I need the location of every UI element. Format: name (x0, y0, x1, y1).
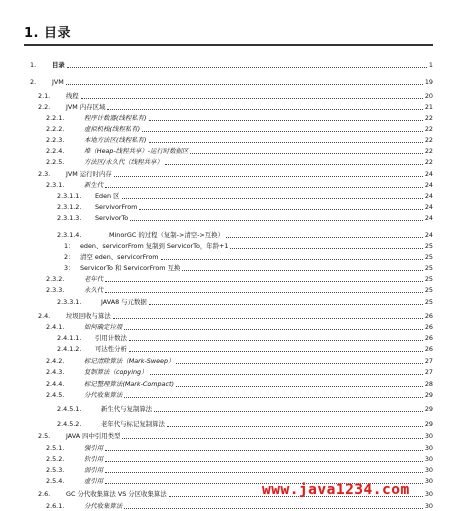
toc-entry-number: 2.4.5.2. (57, 420, 82, 428)
toc-entry-title: 永久代 (84, 286, 104, 294)
toc-entry-page: 30 (424, 490, 433, 498)
toc-entry-page: 29 (424, 405, 433, 413)
toc-entry-number: 2.3.3.1. (57, 298, 82, 306)
toc-entry-page: 22 (424, 114, 433, 122)
toc-entry-title: 复制算法（copying） (84, 368, 148, 376)
toc-entry-page: 30 (424, 432, 433, 440)
toc-dot-leader (105, 291, 423, 293)
toc-entry-number: 2.2.1. (46, 114, 65, 122)
toc-entry[interactable] (38, 431, 433, 441)
toc-dot-leader (154, 410, 423, 412)
toc-entry[interactable] (46, 501, 433, 511)
toc-entry-page: 30 (424, 455, 433, 463)
toc-entry[interactable] (57, 191, 433, 201)
toc-entry[interactable] (57, 202, 433, 212)
toc-entry-number: 2.4.1.2. (57, 345, 82, 353)
toc-dot-leader (66, 83, 423, 85)
watermark: www.java1234.com (262, 482, 410, 498)
toc-entry-number: 1： (64, 242, 75, 250)
toc-entry-number: 2.5.1. (46, 444, 65, 452)
toc-entry-title: ServivorTo (95, 214, 129, 222)
toc-dot-leader (113, 317, 423, 319)
toc-dot-leader (142, 130, 423, 132)
toc-entry[interactable] (57, 297, 433, 307)
toc-entry[interactable] (38, 102, 433, 112)
toc-entry-number: 2.3.1.3. (57, 214, 82, 222)
toc-entry-page: 24 (424, 231, 433, 239)
toc-entry-page: 27 (424, 368, 433, 376)
toc-entry[interactable] (46, 379, 433, 389)
toc-entry-title: 新生代与复制算法 (101, 405, 153, 413)
toc-entry-title: 堆（Heap-线程共享）-运行时数据区 (84, 147, 189, 155)
toc-entry-number: 2.4.1.1. (57, 334, 82, 342)
toc-entry-page: 30 (424, 502, 433, 510)
toc-dot-leader (176, 385, 423, 387)
toc-entry-page: 25 (424, 298, 433, 306)
toc-entry-title: 软引用 (84, 455, 104, 463)
toc-entry-page: 24 (424, 192, 433, 200)
toc-entry[interactable] (46, 322, 433, 332)
toc-entry-title: 程序计数器(线程私有) (84, 114, 147, 122)
toc-entry-number: 2.5.2. (46, 455, 65, 463)
toc-entry-title: ServicorTo 和 ServicorFrom 互换 (80, 264, 181, 272)
toc-entry-title: eden、servicorFrom 复制到 ServicorTo，年龄+1 (80, 242, 229, 250)
toc-entry-number: 2.4.4. (46, 380, 65, 388)
toc-entry-number: 3： (64, 264, 75, 272)
toc-entry-number: 2.5.3. (46, 466, 65, 474)
toc-dot-leader (149, 303, 423, 305)
toc-dot-leader (105, 471, 423, 473)
toc-entry-number: 2.5.4. (46, 477, 65, 485)
toc-dot-leader (150, 373, 423, 375)
toc-entry-title: Eden 区 (95, 192, 120, 200)
toc-dot-leader (122, 197, 423, 199)
toc-entry-page: 26 (424, 334, 433, 342)
toc-entry[interactable] (64, 252, 433, 262)
toc-entry[interactable] (46, 124, 433, 134)
toc-entry-number: 2.1. (38, 92, 51, 100)
toc-entry-page: 1 (428, 61, 433, 69)
toc-dot-leader (105, 186, 423, 188)
toc-entry-page: 22 (424, 147, 433, 155)
toc-entry-title: 方法区/永久代（线程共享） (84, 158, 163, 166)
toc-entry-number: 2. (30, 78, 37, 86)
toc-entry-number: 2.4.3. (46, 368, 65, 376)
toc-dot-leader (107, 108, 422, 110)
toc-entry-title: 新生代 (84, 181, 104, 189)
toc-entry-number: 2.3.1.1. (57, 192, 82, 200)
toc-dot-leader (105, 449, 423, 451)
toc-entry-page: 25 (424, 242, 433, 250)
toc-entry-number: 1. (30, 61, 37, 69)
toc-dot-leader (122, 437, 422, 439)
toc-entry-number: 2.3.2. (46, 275, 65, 283)
toc-entry[interactable] (46, 443, 433, 453)
toc-entry-page: 26 (424, 345, 433, 353)
toc-entry-title: 老年代与标记复制算法 (101, 420, 165, 428)
toc-entry-page: 20 (424, 92, 433, 100)
toc-entry[interactable] (38, 311, 433, 321)
toc-entry[interactable] (46, 285, 433, 295)
toc-entry-number: 2： (64, 253, 75, 261)
toc-entry[interactable] (30, 60, 433, 70)
toc-entry-page: 25 (424, 286, 433, 294)
toc-entry-page: 30 (424, 444, 433, 452)
toc-entry-page: 29 (424, 420, 433, 428)
toc-dot-leader (165, 163, 423, 165)
toc-dot-leader (124, 507, 423, 509)
toc-entry[interactable] (46, 356, 433, 366)
toc-entry-number: 2.4. (38, 312, 51, 320)
toc-dot-leader (114, 175, 423, 177)
toc-entry-number: 2.4.2. (46, 357, 65, 365)
toc-entry-title: 虚拟机栈(线程私有) (84, 125, 141, 133)
toc-entry-page: 22 (424, 158, 433, 166)
toc-entry[interactable] (57, 213, 433, 223)
toc-entry-title: ServivorFrom (95, 203, 138, 211)
toc-entry-number: 2.3.1.2. (57, 203, 82, 211)
toc-entry-title: 引用计数法 (95, 334, 127, 342)
toc-entry-number: 2.6. (38, 490, 51, 498)
toc-dot-leader (130, 219, 423, 221)
toc-entry-number: 2.2.3. (46, 136, 65, 144)
toc-entry-page: 25 (424, 253, 433, 261)
toc-entry-number: 2.4.5.1. (57, 405, 82, 413)
toc-entry-title: 可达性分析 (95, 345, 127, 353)
toc-entry[interactable] (57, 404, 433, 414)
toc-entry-page: 22 (424, 136, 433, 144)
toc-entry[interactable] (46, 113, 433, 123)
toc-entry-page: 24 (424, 203, 433, 211)
toc-entry-page: 30 (424, 466, 433, 474)
toc-dot-leader (149, 119, 423, 121)
toc-entry[interactable] (64, 263, 433, 273)
toc-dot-leader (161, 258, 423, 260)
toc-entry[interactable] (38, 169, 433, 179)
toc-entry-title: 老年代 (84, 275, 104, 283)
toc-entry-page: 24 (424, 181, 433, 189)
toc-entry[interactable] (46, 180, 433, 190)
toc-entry-page: 22 (424, 125, 433, 133)
toc-dot-leader (190, 152, 422, 154)
toc-entry-number: 2.2.4. (46, 147, 65, 155)
toc-dot-leader (182, 269, 423, 271)
toc-entry-title: 分代收集算法 (84, 502, 123, 510)
toc-dot-leader (139, 208, 423, 210)
toc-entry[interactable] (57, 419, 433, 429)
toc-entry-page: 27 (424, 357, 433, 365)
toc-entry[interactable] (57, 230, 433, 240)
toc-entry-page: 21 (424, 103, 433, 111)
toc-entry-number: 2.2.2. (46, 125, 65, 133)
toc-entry-title: 目录 (52, 61, 65, 69)
toc-entry-number: 2.3. (38, 170, 51, 178)
toc-dot-leader (149, 141, 423, 143)
toc-entry-page: 29 (424, 391, 433, 399)
toc-entry[interactable] (57, 344, 433, 354)
toc-entry-title: GC 分代收集算法 VS 分区收集算法 (66, 490, 167, 498)
toc-entry-title: 标记整理算法(Mark-Compact) (84, 380, 174, 388)
toc-entry-title: 分代收集算法 (84, 391, 123, 399)
toc-entry[interactable] (46, 390, 433, 400)
toc-entry-title: JAVA8 与元数据 (101, 298, 147, 306)
toc-entry-number: 2.3.3. (46, 286, 65, 294)
toc-entry-title: 垃圾回收与算法 (66, 312, 111, 320)
toc-dot-leader (124, 328, 423, 330)
toc-entry[interactable] (38, 91, 433, 101)
toc-entry-page: 19 (424, 78, 433, 86)
toc-entry-title: 弱引用 (84, 466, 104, 474)
toc-entry-number: 2.4.1. (46, 323, 65, 331)
toc-dot-leader (129, 339, 423, 341)
toc-dot-leader (230, 247, 422, 249)
toc-entry-number: 2.5. (38, 432, 51, 440)
toc-dot-leader (124, 396, 423, 398)
toc-entry-title: JVM 内存区域 (66, 103, 106, 111)
toc-entry-title: MinorGC 的过程（复制->清空->互换） (109, 231, 224, 239)
toc-entry[interactable] (46, 454, 433, 464)
toc-entry-title: 虚引用 (84, 477, 104, 485)
toc-entry-page: 26 (424, 323, 433, 331)
toc-dot-leader (67, 66, 427, 68)
toc-entry-page: 25 (424, 264, 433, 272)
toc-entry-title: 如何确定垃圾 (84, 323, 123, 331)
toc-entry-number: 2.3.1. (46, 181, 65, 189)
toc-entry[interactable] (46, 274, 433, 284)
toc-entry-title: 线程 (66, 92, 79, 100)
toc-entry[interactable] (30, 77, 433, 87)
toc-heading: 1. 目录 (24, 22, 433, 46)
toc-entry-title: 强引用 (84, 444, 104, 452)
toc-entry[interactable] (46, 135, 433, 145)
toc-dot-leader (129, 350, 423, 352)
toc-entry-title: 本地方法区(线程私有) (84, 136, 147, 144)
toc-entry-number: 2.2. (38, 103, 51, 111)
toc-entry-title: 标记清除算法（Mark-Sweep） (84, 357, 175, 365)
toc-dot-leader (176, 362, 422, 364)
toc-entry[interactable] (57, 333, 433, 343)
toc-entry-title: JAVA 四中引用类型 (66, 432, 121, 440)
toc-entry-number: 2.4.5. (46, 391, 65, 399)
toc-entry-page: 25 (424, 275, 433, 283)
toc-entry-page: 30 (424, 477, 433, 485)
toc-dot-leader (105, 280, 423, 282)
toc-entry-title: JVM 运行时内存 (66, 170, 112, 178)
toc-entry[interactable] (46, 465, 433, 475)
toc-entry[interactable] (46, 146, 433, 156)
toc-entry-page: 24 (424, 170, 433, 178)
toc-dot-leader (226, 236, 423, 238)
toc-entry-number: 2.6.1. (46, 502, 65, 510)
toc-entry-title: JVM (52, 78, 64, 86)
toc-entry[interactable] (46, 157, 433, 167)
toc-entry-page: 24 (424, 214, 433, 222)
toc-dot-leader (81, 97, 423, 99)
toc-dot-leader (167, 425, 423, 427)
toc-dot-leader (105, 460, 423, 462)
toc-entry-page: 28 (424, 380, 433, 388)
toc-entry[interactable] (46, 367, 433, 377)
toc-entry-title: 清空 eden、servicorFrom (80, 253, 159, 261)
toc-entry-number: 2.3.1.4. (57, 231, 82, 239)
toc-entry[interactable] (64, 241, 433, 251)
toc-entry-number: 2.2.5. (46, 158, 65, 166)
toc-entry-page: 26 (424, 312, 433, 320)
